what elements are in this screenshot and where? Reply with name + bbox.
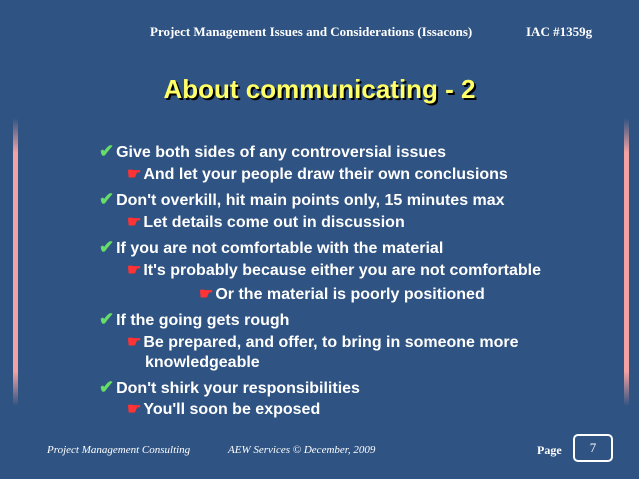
pointing-hand-icon: ☛ bbox=[127, 214, 142, 231]
sub-bullet-item: ☛ You'll soon be exposed bbox=[127, 398, 320, 422]
slide-title: About communicating - 2 bbox=[163, 74, 476, 104]
slide-header bbox=[0, 24, 639, 44]
pointing-hand-icon: ☛ bbox=[199, 286, 214, 303]
pointing-hand-icon: ☛ bbox=[127, 262, 142, 279]
page-number: 7 bbox=[573, 434, 613, 462]
footer-copyright: AEW Services © December, 2009 bbox=[228, 444, 376, 456]
right-decorative-bar bbox=[624, 118, 629, 406]
page-label: Page bbox=[537, 443, 562, 457]
bullet-item: ✔ If you are not comfortable with the material bbox=[99, 237, 444, 257]
check-icon: ✔ bbox=[99, 141, 115, 161]
sub-bullet-item: ☛ Be prepared, and offer, to bring in someone more bbox=[127, 331, 519, 355]
slide-footer bbox=[0, 440, 639, 464]
bullet-item: ✔ Don't shirk your responsibilities bbox=[99, 377, 360, 397]
sub-bullet-item: ☛ And let your people draw their own conclusions bbox=[127, 163, 508, 187]
check-icon: ✔ bbox=[99, 237, 115, 257]
check-icon: ✔ bbox=[99, 309, 115, 329]
check-icon: ✔ bbox=[99, 189, 115, 209]
check-icon: ✔ bbox=[99, 377, 115, 397]
left-decorative-bar bbox=[13, 118, 18, 406]
bullet-item: ✔ Give both sides of any controversial issues bbox=[99, 141, 446, 161]
pointing-hand-icon: ☛ bbox=[127, 401, 142, 418]
pointing-hand-icon: ☛ bbox=[127, 166, 142, 183]
header-title: Project Management Issues and Considerations (Issacons) bbox=[150, 24, 473, 39]
bullet-item: ✔ Don't overkill, hit main points only, 15 minutes max bbox=[99, 189, 505, 209]
sub-bullet-item: ☛ It's probably because either you are not comfortable bbox=[127, 259, 541, 283]
sub-sub-bullet-item: ☛ Or the material is poorly positioned bbox=[199, 283, 485, 307]
sub-bullet-continuation: knowledgeable bbox=[145, 354, 260, 371]
bullet-item: ✔ If the going gets rough bbox=[99, 309, 290, 329]
sub-bullet-item: ☛ Let details come out in discussion bbox=[127, 211, 405, 235]
footer-company: Project Management Consulting bbox=[47, 444, 191, 456]
header-code: IAC #1359g bbox=[526, 24, 593, 39]
pointing-hand-icon: ☛ bbox=[127, 334, 142, 351]
